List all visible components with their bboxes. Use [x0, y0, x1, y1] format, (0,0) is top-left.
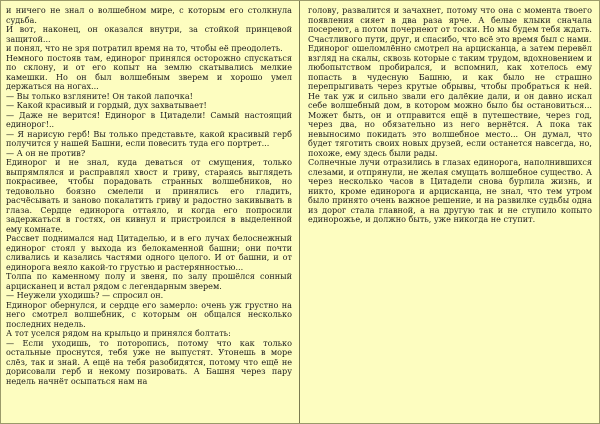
right-page — [300, 1, 599, 423]
paragraph: Единорог ошеломлённо смотрел на арцисканца, а затем перевёл взгляд на скалы, сквозь которые с таким трудом, вдохновением и любопытством пробирался, и вспомнил, как хотелось ему попасть в чудесную Башню, и как было не страшно перепрыгивать через крутые обрывы, чтобы пробраться к ней. Не так уж и сильно звали его далёкие дали, и он давно искал себе волшебный дом, в котором можно было бы остановиться... Может быть, он и отправится ещё в путешествие, через год, через два, но обязательно из него вернётся. А пока так невыносимо покидать это волшебное место... Он думал, что будет тяготить своих новых друзей, если останется навсегда, но, похоже, ему здесь были рады. — [308, 43, 592, 158]
paragraph: Единорог обернулся, и сердце его замерло: очень уж грустно на него смотрел волшебник, с которым он общался несколько последних недель. — [6, 299, 292, 329]
dialogue-line: — Неужели уходишь? — спросил он. — [6, 290, 164, 300]
paragraph: Солнечные лучи отразились в глазах единорога, наполнившихся слезами, и отпрянули, не желая смущать волшебное существо. А через несколько часов в Цитадели снова бурлила жизнь, и никто, кроме единорога и арцисканца, не знал, что тем утром было принято очень важное решение, и на развилке судьбы одна из дорог стала главной, а на другую так и не ступило копыто единорожье, и должно быть, уже никогда не ступит. — [308, 157, 592, 224]
dialogue-line: — Даже не верится! Единорог в Цитадели! Самый настоящий единорог!.. — [6, 109, 292, 129]
paragraph: И вот, наконец, он оказался внутри, за стойкой принцевой защитой... — [6, 24, 292, 44]
paragraph: Толпа по каменному полу и звеня, по залу прошёлся сонный арцисканец и встал рядом с легендарным зверем. — [6, 271, 292, 291]
paragraph: Единорог и не знал, куда деваться от смущения, только выпрямлялся и расправлял хвост и гриву, стараясь выглядеть покрасивее, чтобы порадовать странных волшебников, но тедовольно боязно смелели и принялись его гладить, расчёсывать и заново покалатить гриву и радостно закивывать в глаза. Сердце единорога оттаяло, и когда его попросили задержаться в гостях, он кивнул и пристроился в выделенной ему комнате. — [6, 157, 292, 234]
paragraph: и ничего не знал о волшебном мире, с которым его столкнула судьба. — [6, 5, 292, 25]
paragraph: и понял, что не зря потратил время на то, чтобы её преодолеть. — [6, 43, 283, 53]
paragraph: А тот уселся рядом на крыльцо и принялся болтать: — [6, 328, 231, 338]
dialogue-line: — Какой красивый и гордый, дух захватывает! — [6, 100, 207, 110]
paragraph: голову, развалится и зачахнет, потому что она с момента твоего появления сияет в два раза ярче. А белые клыки сначала посереют, а потом почернеют от тоски. Но мы будем тебя ждать. Счастливого пути, друг, и спасибо, что всё это время был с нами. — [308, 5, 592, 44]
dialogue-line: — Я нарисую герб! Вы только представьте, какой красивый герб получится у нашей Башни, если повесить туда его портрет... — [6, 128, 292, 148]
dialogue-line: — Если уходишь, то поторопись, потому что как только остальные проснутся, тебя уже не выпустят. Утонешь в море слёз, так и знай. А ещё на тебя разобидятся, потому что ещё не дорисовали герб и некому позировать. А Башня через пару недель начнёт осыпаться нам на — [6, 337, 292, 386]
dialogue-line: — А он не против? — [6, 147, 86, 158]
left-page — [1, 1, 300, 423]
paragraph: Немного постояв там, единорог принялся осторожно спускаться по склону, и от его копыт на землю скатывались мелкие камешки. Но он был волшебным зверем и хорошо умел держаться на ногах... — [6, 52, 292, 91]
dialogue-line: — Вы только взгляните! Он такой лапочка! — [6, 90, 193, 101]
paragraph: Рассвет поднимался над Цитаделью, и в его лучах белоснежный единорог стоял у выхода из белокаменной башни; они почти сливались и казались частями одного целого. И от башни, и от единорога веяло какой-то грустью и растерянностью... — [6, 233, 292, 272]
